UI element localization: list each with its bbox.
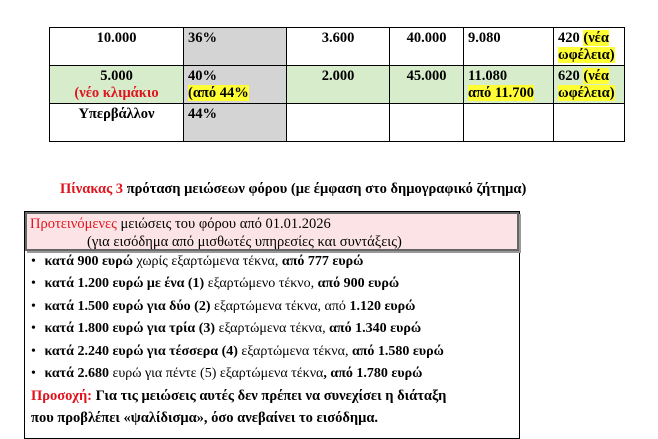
item-desc: χωρίς εξαρτώμενα τέκνα, (132, 254, 282, 269)
table-cell (464, 66, 554, 104)
table-cell: Υπερβάλλον (50, 104, 184, 142)
item-from: από 777 ευρώ (281, 254, 364, 269)
cell-value: 420 (558, 30, 580, 46)
table-cell (464, 104, 554, 142)
item-desc: εξαρτώμενα τέκνα, (215, 321, 330, 336)
warning-label: Προσοχή: (31, 388, 93, 404)
warning-note (31, 388, 446, 405)
table-cell: 9.080 (464, 28, 554, 66)
table-row (50, 66, 625, 104)
table-cell (184, 66, 287, 104)
table-cell (390, 104, 464, 142)
table-caption (60, 181, 526, 198)
item-amount: κατά 2.240 ευρώ για τέσσερα (4) (44, 344, 238, 359)
table-cell: 10.000 (50, 28, 184, 66)
table-cell (287, 104, 390, 142)
item-desc: εξαρτώμενο τέκνο, (204, 276, 318, 291)
cell-value: 11.080 (468, 68, 508, 84)
highlight-from-value: από 11.700 (468, 85, 534, 101)
table-cell: 36% (184, 28, 287, 66)
warning-text: Για τις μειώσεις αυτές δεν πρέπει να συνεχίσει η διάταξη (92, 388, 447, 404)
item-amount: κατά 1.800 ευρώ για τρία (3) (44, 321, 216, 336)
list-item (31, 299, 415, 315)
proposal-box (24, 211, 520, 439)
bullet-icon: • (31, 321, 36, 336)
table-row (50, 104, 625, 142)
highlight-new-benefit: (νέα ωφέλεια) (558, 30, 615, 63)
highlight-from-rate: (από 44% (188, 85, 249, 101)
highlight-new-benefit: (νέα ωφέλεια) (558, 68, 615, 101)
item-amount: κατά 1.500 ευρώ για δύο (2) (44, 299, 211, 314)
proposal-title (30, 216, 331, 233)
cell-value: 5.000 (100, 68, 133, 84)
caption-label: Πίνακας 3 (60, 181, 124, 197)
table-row (50, 28, 625, 66)
bullet-icon: • (31, 254, 36, 269)
table-cell (554, 66, 625, 104)
list-item (31, 254, 363, 270)
tax-scale-table (49, 27, 625, 142)
item-desc: εξαρτώμενα τέκνα, από (210, 299, 350, 314)
table-cell: 44% (184, 104, 287, 142)
table-cell: 3.600 (287, 28, 390, 66)
table-cell: 40.000 (390, 28, 464, 66)
item-desc: ευρώ για πέντε (5) εξαρτώμενα τέκνα (108, 366, 324, 381)
table-cell (554, 28, 625, 66)
list-item (31, 321, 421, 337)
item-amount: κατά 900 ευρώ (44, 254, 133, 269)
proposal-title-rest: μειώσεις του φόρου από 01.01.2026 (116, 216, 331, 232)
table-cell: 2.000 (287, 66, 390, 104)
cell-value: 620 (558, 68, 580, 84)
bullet-icon: • (31, 366, 36, 381)
list-item (31, 366, 422, 382)
table-cell (554, 104, 625, 142)
item-from: από 1.340 ευρώ (329, 321, 422, 336)
warning-note-line2: που προβλέπει «ψαλίδισμα», όσο ανεβαίνει το εισόδημα. (31, 410, 379, 426)
proposal-subtitle: (για εισόδημα από μισθωτές υπηρεσίες και συντάξεις) (87, 234, 402, 250)
item-amount: κατά 1.200 ευρώ με ένα (1) (44, 276, 205, 291)
table-cell (50, 66, 184, 104)
item-from: από 900 ευρώ (317, 276, 400, 291)
caption-text: πρόταση μειώσεων φόρου (με έμφαση στο δημογραφικό ζήτημα) (123, 181, 527, 197)
item-amount: κατά 2.680 (44, 366, 109, 381)
list-item (31, 276, 399, 292)
proposal-header (25, 212, 519, 251)
bullet-icon: • (31, 344, 36, 359)
item-from: , από 1.780 ευρώ (323, 366, 423, 381)
item-desc: εξαρτώμενα τέκνα, (237, 344, 352, 359)
proposal-title-red: Προτεινόμενες (30, 216, 117, 232)
item-from: από 1.580 ευρώ (351, 344, 444, 359)
item-from: 1.120 ευρώ (349, 299, 416, 314)
bullet-icon: • (31, 299, 36, 314)
new-bracket-note: (νέο κλιμάκιο (74, 85, 159, 101)
bullet-icon: • (31, 276, 36, 291)
list-item (31, 344, 444, 360)
table-cell: 45.000 (390, 66, 464, 104)
cell-value: 40% (188, 68, 217, 84)
